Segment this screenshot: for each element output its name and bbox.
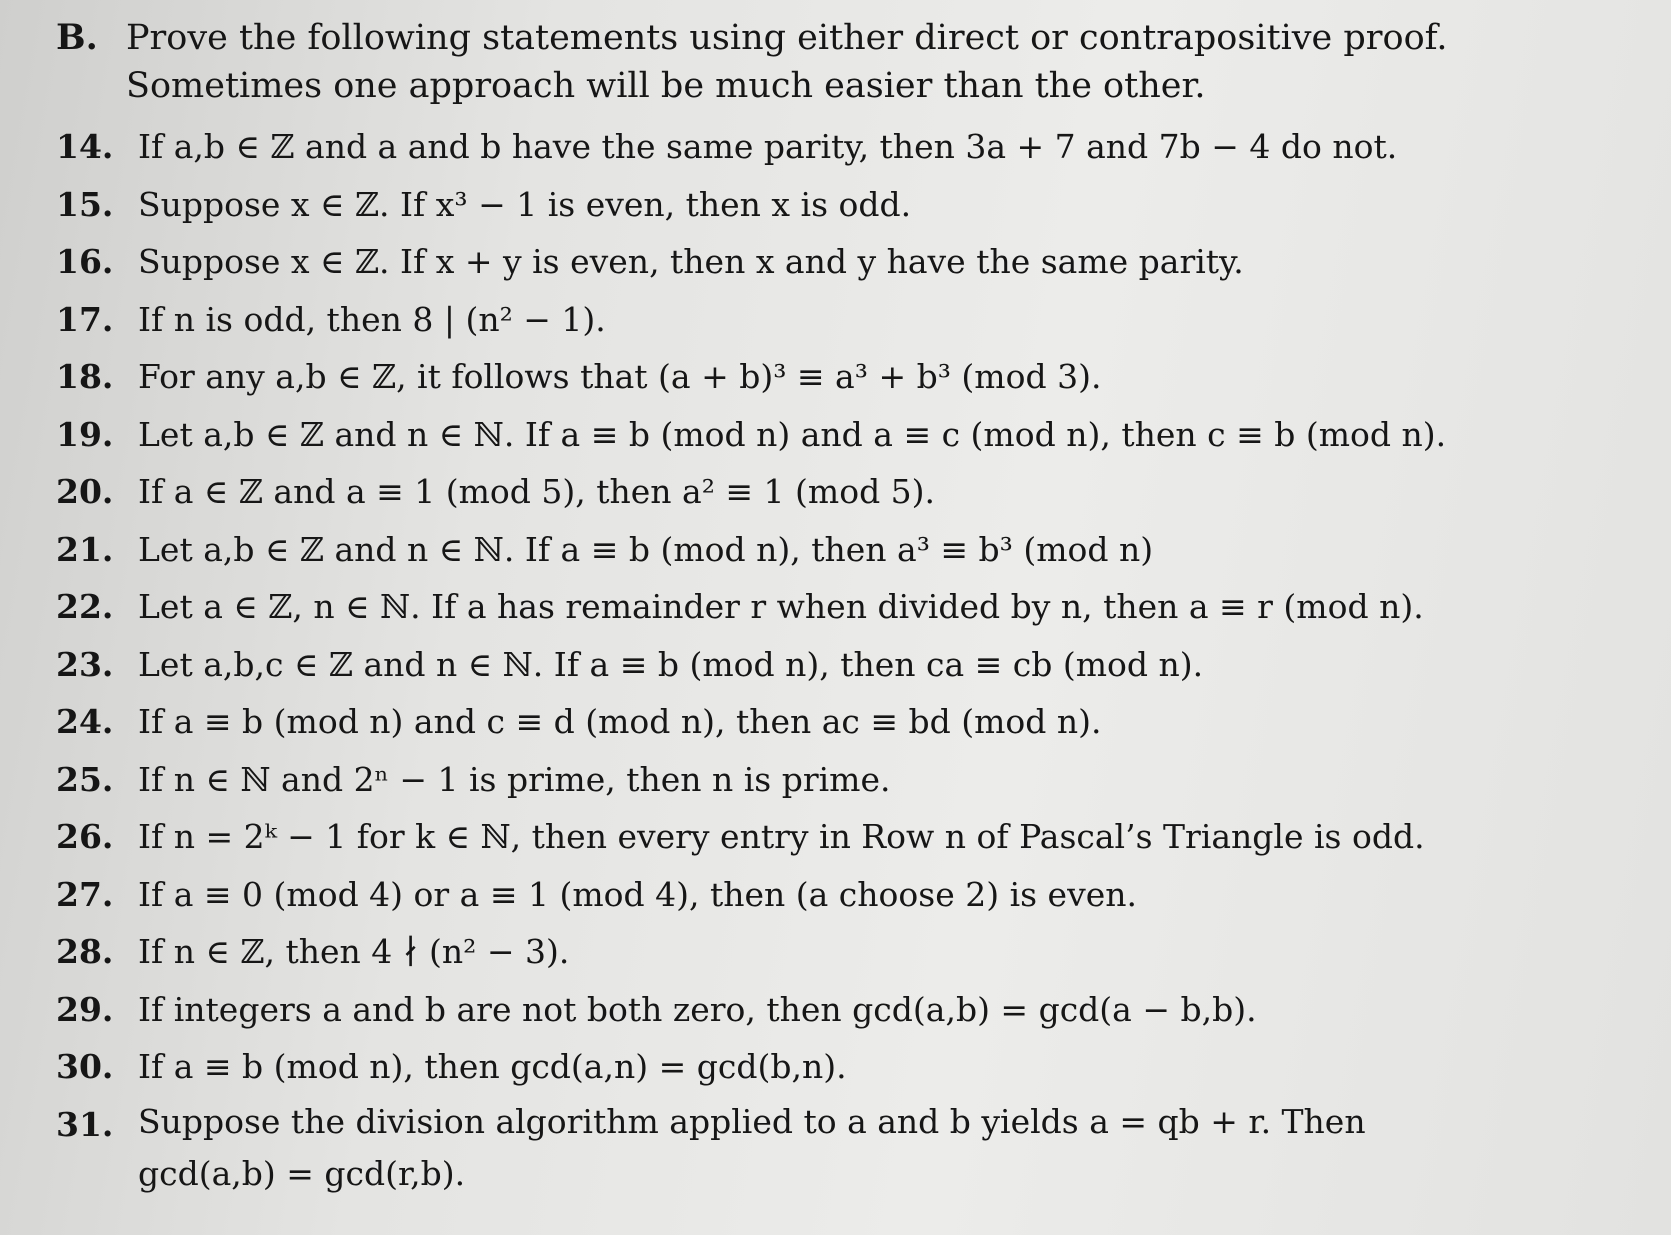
problem-item — [56, 406, 1616, 464]
instruction-line-1: Prove the following statements using either direct or contrapositive proof. — [126, 18, 1448, 58]
problem-number: 15. — [56, 184, 114, 224]
problem-number: 17. — [56, 299, 114, 339]
problem-item — [56, 348, 1616, 406]
problem-number: 24. — [56, 702, 114, 741]
problem-statement: Suppose the division algorithm applied to a and b yields a = qb + r. Then gcd(a,b) = gcd(r,b). — [138, 1101, 1366, 1193]
problem-number: 28. — [56, 932, 114, 971]
problem-statement: If a,b ∈ ℤ and a and b have the same parity, then 3a + 7 and 7b − 4 do not. — [138, 127, 1398, 166]
problem-number: 25. — [56, 759, 114, 799]
problem-statement: If n ∈ ℤ, then 4 ∤ (n² − 3). — [138, 932, 570, 971]
problem-number: 22. — [56, 587, 114, 626]
problem-statement: Suppose x ∈ ℤ. If x + y is even, then x and y have the same parity. — [138, 242, 1244, 281]
problem-item — [56, 521, 1616, 579]
problem-statement: If a ≡ b (mod n) and c ≡ d (mod n), then ac ≡ bd (mod n). — [138, 702, 1102, 741]
problem-number: 16. — [56, 242, 114, 281]
textbook-page — [56, 14, 1616, 1200]
problem-statement: Let a,b ∈ ℤ and n ∈ ℕ. If a ≡ b (mod n), then a³ ≡ b³ (mod n) — [138, 529, 1154, 569]
section-heading — [56, 14, 1616, 110]
problem-number: 30. — [56, 1047, 114, 1086]
problem-statement: If n = 2ᵏ − 1 for k ∈ ℕ, then every entry in Row n of Pascal’s Triangle is odd. — [138, 817, 1425, 856]
problem-statement: If a ∈ ℤ and a ≡ 1 (mod 5), then a² ≡ 1 (mod 5). — [138, 472, 936, 511]
problem-number: 23. — [56, 644, 114, 684]
problem-number: 18. — [56, 357, 114, 396]
problem-statement: Let a ∈ ℤ, n ∈ ℕ. If a has remainder r when divided by n, then a ≡ r (mod n). — [138, 587, 1424, 626]
problem-statement: If n is odd, then 8 | (n² − 1). — [138, 299, 606, 339]
problem-statement: Let a,b,c ∈ ℤ and n ∈ ℕ. If a ≡ b (mod n), then ca ≡ cb (mod n). — [138, 644, 1204, 684]
problem-item — [56, 693, 1616, 751]
problem-statement: Suppose x ∈ ℤ. If x³ − 1 is even, then x is odd. — [138, 184, 912, 224]
problem-item — [56, 636, 1616, 694]
section-instructions — [126, 14, 1606, 110]
problem-item — [56, 463, 1616, 521]
problem-statement: If n ∈ ℕ and 2ⁿ − 1 is prime, then n is prime. — [138, 759, 891, 799]
problem-number: 19. — [56, 414, 114, 454]
problem-number: 21. — [56, 529, 114, 569]
problem-item — [56, 866, 1616, 924]
problem-number: 27. — [56, 874, 114, 914]
section-label: B. — [56, 17, 98, 58]
problem-item — [56, 578, 1616, 636]
problem-list — [56, 118, 1616, 1200]
problem-item — [56, 176, 1616, 234]
problem-item — [56, 291, 1616, 349]
problem-item — [56, 981, 1616, 1039]
problem-item — [56, 751, 1616, 809]
problem-statement: If integers a and b are not both zero, then gcd(a,b) = gcd(a − b,b). — [138, 989, 1257, 1029]
problem-number: 20. — [56, 472, 114, 511]
problem-statement: If a ≡ b (mod n), then gcd(a,n) = gcd(b,n). — [138, 1047, 847, 1086]
instruction-line-2: Sometimes one approach will be much easier than the other. — [126, 66, 1206, 106]
problem-item — [56, 1096, 1616, 1200]
problem-statement: For any a,b ∈ ℤ, it follows that (a + b)³ ≡ a³ + b³ (mod 3). — [138, 357, 1102, 396]
problem-number: 29. — [56, 989, 114, 1029]
problem-number: 26. — [56, 817, 114, 856]
problem-statement: Let a,b ∈ ℤ and n ∈ ℕ. If a ≡ b (mod n) and a ≡ c (mod n), then c ≡ b (mod n). — [138, 414, 1447, 454]
problem-item — [56, 118, 1616, 176]
problem-number: 14. — [56, 127, 114, 166]
problem-item — [56, 233, 1616, 291]
problem-item — [56, 808, 1616, 866]
problem-statement: If a ≡ 0 (mod 4) or a ≡ 1 (mod 4), then (a choose 2) is even. — [138, 874, 1137, 914]
problem-number: 31. — [56, 1104, 114, 1144]
problem-item — [56, 1038, 1616, 1096]
problem-item — [56, 923, 1616, 981]
